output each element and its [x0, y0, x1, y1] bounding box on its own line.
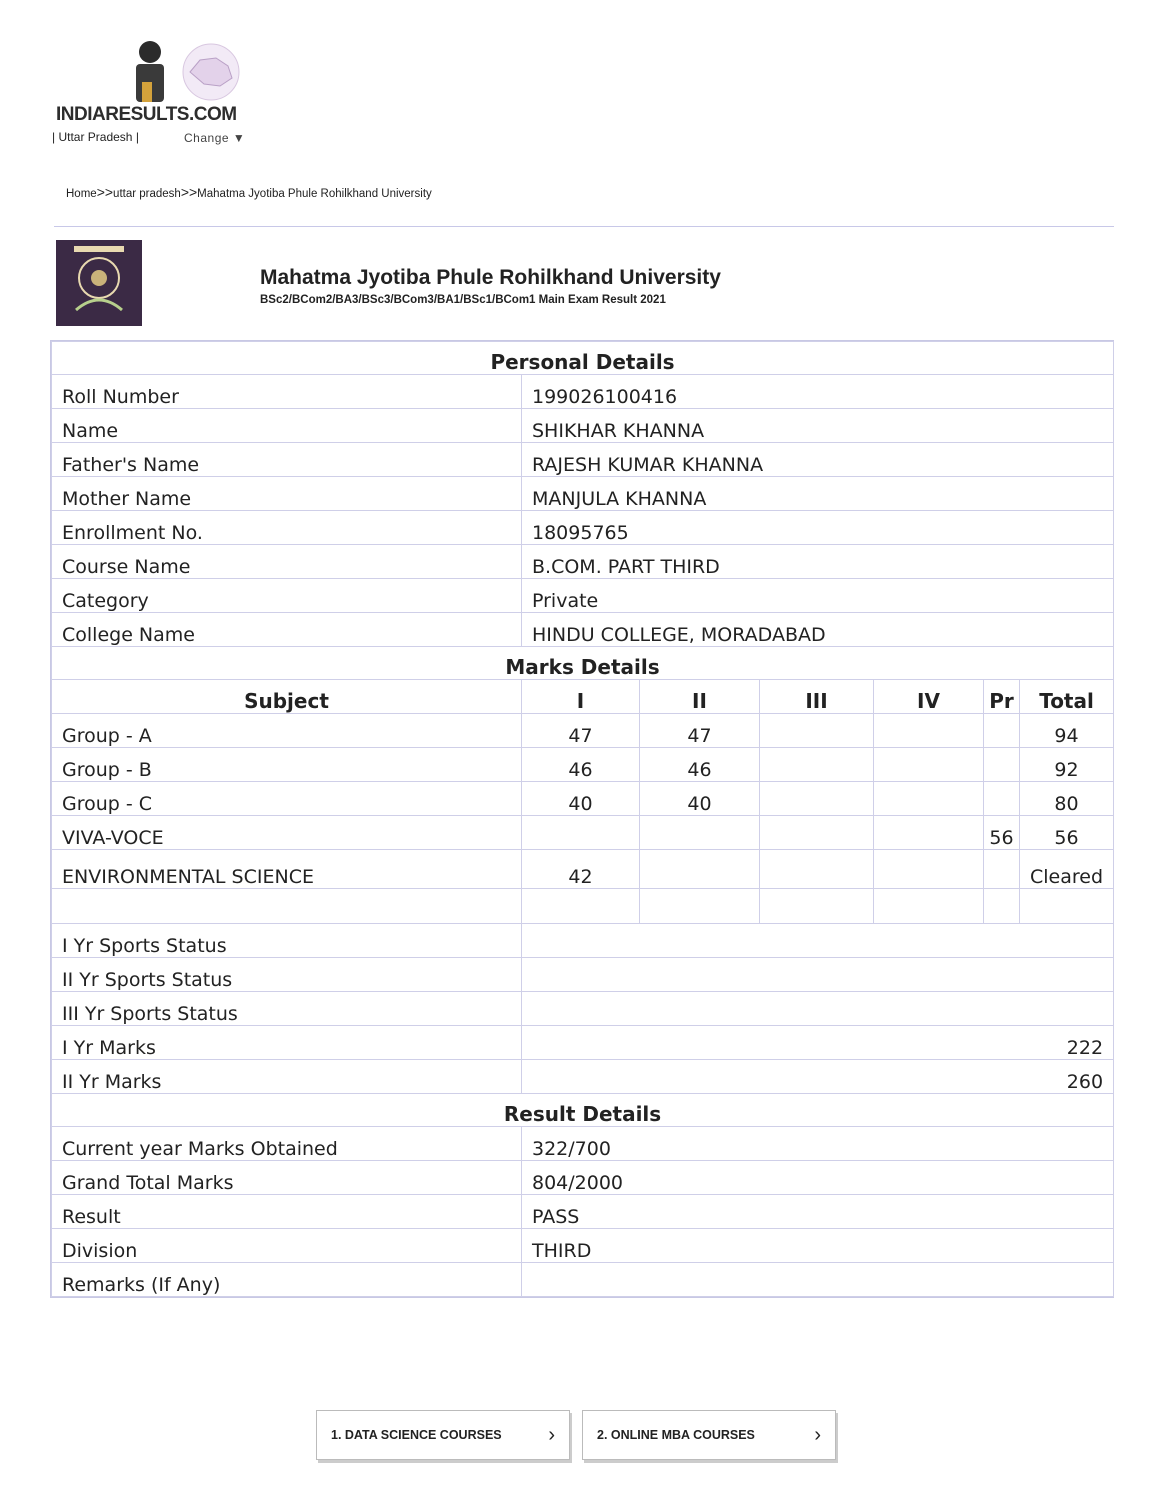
page-subtitle: BSc2/BCom2/BA3/BSc3/BCom3/BA1/BSc1/BCom1 Main Exam Result 2021	[260, 294, 666, 306]
marks-row	[52, 714, 1114, 748]
field-value	[522, 992, 1114, 1026]
table-row	[52, 992, 1114, 1026]
field-label: Course Name	[52, 545, 522, 579]
mark-pr: 56	[984, 816, 1020, 850]
empty-cell	[640, 889, 760, 924]
table-row	[52, 409, 1114, 443]
subject-name: VIVA-VOCE	[52, 816, 522, 850]
empty-cell	[760, 889, 874, 924]
mark-ii: 46	[640, 748, 760, 782]
mark-pr	[984, 748, 1020, 782]
field-value: 18095765	[522, 511, 1114, 545]
marks-details-heading: Marks Details	[52, 647, 1114, 680]
table-row	[52, 545, 1114, 579]
column-header-pr: Pr	[984, 680, 1020, 714]
mark-ii: 40	[640, 782, 760, 816]
mark-i: 40	[522, 782, 640, 816]
page-title: Mahatma Jyotiba Phule Rohilkhand University	[260, 266, 721, 289]
breadcrumb-separator: >>	[180, 184, 198, 200]
empty-cell	[1020, 889, 1114, 924]
field-value: 260	[522, 1060, 1114, 1094]
field-label: I Yr Sports Status	[52, 924, 522, 958]
field-value: SHIKHAR KHANNA	[522, 409, 1114, 443]
column-header-iv: IV	[874, 680, 984, 714]
mark-pr	[984, 714, 1020, 748]
state-label: | Uttar Pradesh |	[52, 130, 139, 144]
field-value: 804/2000	[522, 1161, 1114, 1195]
mark-total: 92	[1020, 748, 1114, 782]
empty-cell	[874, 889, 984, 924]
column-header-ii: II	[640, 680, 760, 714]
table-row	[52, 613, 1114, 647]
field-value	[522, 958, 1114, 992]
mark-total: 56	[1020, 816, 1114, 850]
subject-name: Group - C	[52, 782, 522, 816]
breadcrumb-university: Mahatma Jyotiba Phule Rohilkhand University	[197, 188, 432, 200]
mark-iii	[760, 748, 874, 782]
marks-row	[52, 850, 1114, 889]
breadcrumb-home[interactable]: Home	[66, 188, 97, 200]
field-label: III Yr Sports Status	[52, 992, 522, 1026]
table-row	[52, 375, 1114, 409]
field-label: Enrollment No.	[52, 511, 522, 545]
field-value: THIRD	[522, 1229, 1114, 1263]
personal-details-heading: Personal Details	[52, 342, 1114, 375]
promo-label: 1. DATA SCIENCE COURSES	[331, 1428, 502, 1442]
field-label: Current year Marks Obtained	[52, 1127, 522, 1161]
field-value: 322/700	[522, 1127, 1114, 1161]
field-label: II Yr Sports Status	[52, 958, 522, 992]
mark-iii	[760, 714, 874, 748]
breadcrumb	[66, 184, 432, 200]
mark-ii	[640, 816, 760, 850]
empty-cell	[984, 889, 1020, 924]
field-label: Roll Number	[52, 375, 522, 409]
mark-pr	[984, 850, 1020, 889]
mark-iii	[760, 782, 874, 816]
subject-name: Group - A	[52, 714, 522, 748]
mark-iv	[874, 850, 984, 889]
column-header-i: I	[522, 680, 640, 714]
table-row	[52, 477, 1114, 511]
table-row	[52, 1263, 1114, 1297]
mark-ii	[640, 850, 760, 889]
mark-total: Cleared	[1020, 850, 1114, 889]
marks-row-empty	[52, 889, 1114, 924]
field-label: Father's Name	[52, 443, 522, 477]
column-header-total: Total	[1020, 680, 1114, 714]
table-row	[52, 1127, 1114, 1161]
field-value: 222	[522, 1026, 1114, 1060]
promo-label: 2. ONLINE MBA COURSES	[597, 1428, 755, 1442]
field-value: B.COM. PART THIRD	[522, 545, 1114, 579]
table-row	[52, 1195, 1114, 1229]
field-label: Division	[52, 1229, 522, 1263]
field-label: Remarks (If Any)	[52, 1263, 522, 1297]
table-row	[52, 958, 1114, 992]
field-value	[522, 924, 1114, 958]
mark-iii	[760, 816, 874, 850]
column-header-subject: Subject	[52, 680, 522, 714]
field-value: RAJESH KUMAR KHANNA	[522, 443, 1114, 477]
field-value: PASS	[522, 1195, 1114, 1229]
chevron-right-icon: ›	[548, 1423, 555, 1446]
field-label: Result	[52, 1195, 522, 1229]
mark-total: 80	[1020, 782, 1114, 816]
site-logo-text: INDIARESULTS.COM	[56, 104, 237, 125]
breadcrumb-state[interactable]: uttar pradesh	[113, 188, 181, 200]
empty-cell	[52, 889, 522, 924]
mark-iv	[874, 714, 984, 748]
field-label: Category	[52, 579, 522, 613]
subject-name: Group - B	[52, 748, 522, 782]
mark-i: 42	[522, 850, 640, 889]
mark-iv	[874, 816, 984, 850]
marks-row	[52, 816, 1114, 850]
field-label: Grand Total Marks	[52, 1161, 522, 1195]
field-label: Name	[52, 409, 522, 443]
data-science-courses-button[interactable]	[316, 1410, 570, 1460]
field-value: MANJULA KHANNA	[522, 477, 1114, 511]
mark-i	[522, 816, 640, 850]
field-label: College Name	[52, 613, 522, 647]
table-row	[52, 579, 1114, 613]
table-row	[52, 1060, 1114, 1094]
marks-header-row	[52, 680, 1114, 714]
field-label: II Yr Marks	[52, 1060, 522, 1094]
field-label: I Yr Marks	[52, 1026, 522, 1060]
marks-row	[52, 748, 1114, 782]
mark-pr	[984, 782, 1020, 816]
mark-iv	[874, 748, 984, 782]
field-value	[522, 1263, 1114, 1297]
breadcrumb-separator: >>	[96, 184, 114, 200]
mark-iv	[874, 782, 984, 816]
mark-i: 47	[522, 714, 640, 748]
mark-total: 94	[1020, 714, 1114, 748]
divider	[54, 226, 1114, 227]
mark-iii	[760, 850, 874, 889]
field-value: 199026100416	[522, 375, 1114, 409]
state-selector	[52, 130, 246, 145]
field-value: HINDU COLLEGE, MORADABAD	[522, 613, 1114, 647]
table-row	[52, 1229, 1114, 1263]
chevron-right-icon: ›	[814, 1423, 821, 1446]
subject-name: ENVIRONMENTAL SCIENCE	[52, 850, 522, 889]
result-details-heading: Result Details	[52, 1094, 1114, 1127]
table-row	[52, 924, 1114, 958]
field-value: Private	[522, 579, 1114, 613]
empty-cell	[522, 889, 640, 924]
site-logo[interactable]	[56, 38, 246, 130]
table-row	[52, 511, 1114, 545]
state-map-icon	[176, 42, 246, 102]
online-mba-courses-button[interactable]	[582, 1410, 836, 1460]
university-emblem-icon	[56, 240, 142, 326]
change-state-link[interactable]: Change ▼	[184, 131, 246, 145]
mark-i: 46	[522, 748, 640, 782]
table-row	[52, 443, 1114, 477]
table-row	[52, 1161, 1114, 1195]
mark-ii: 47	[640, 714, 760, 748]
marks-row	[52, 782, 1114, 816]
field-label: Mother Name	[52, 477, 522, 511]
table-row	[52, 1026, 1114, 1060]
column-header-iii: III	[760, 680, 874, 714]
result-table	[50, 340, 1114, 1298]
